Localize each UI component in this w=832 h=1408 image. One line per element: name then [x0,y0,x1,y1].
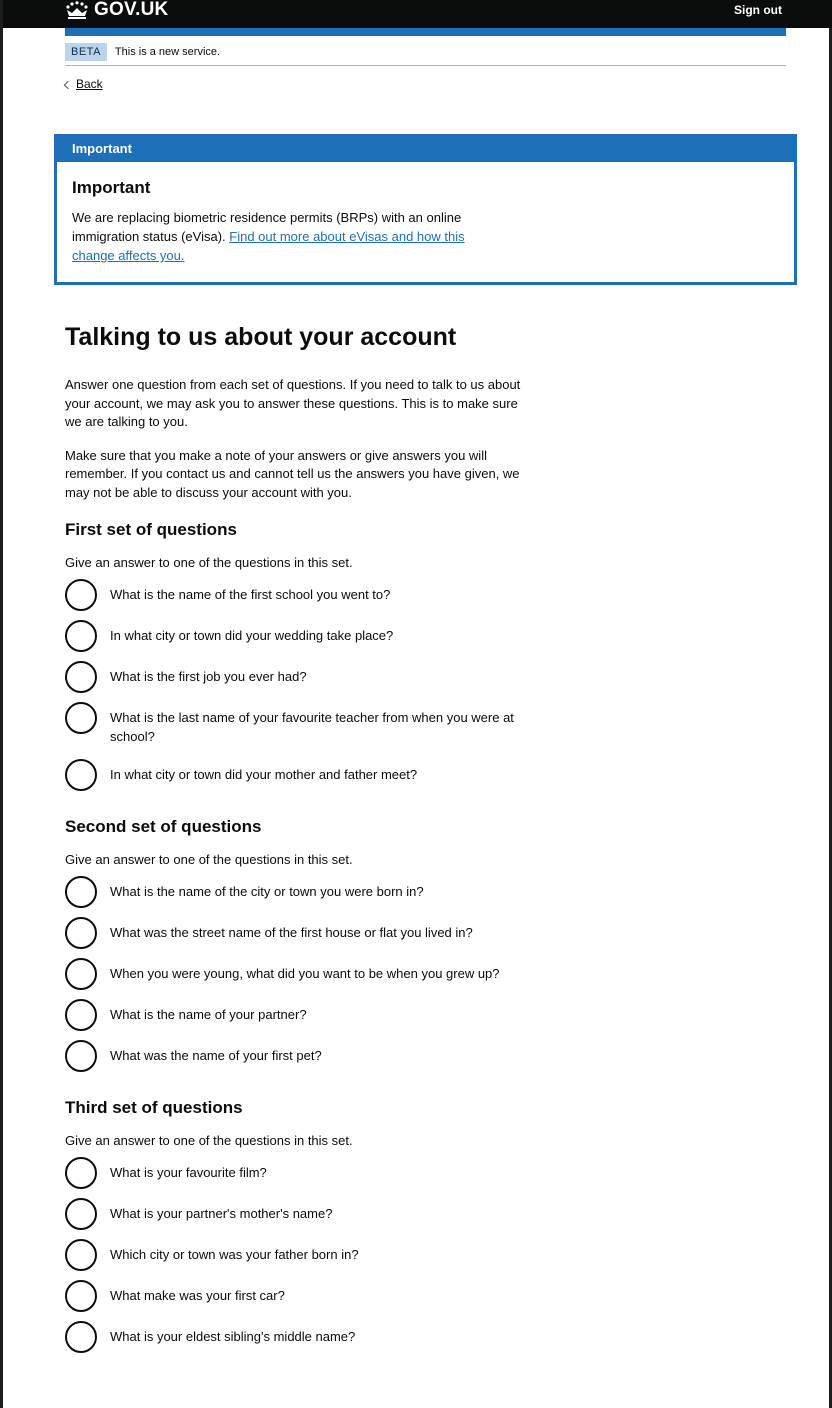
site-header [3,0,832,28]
sign-out-link[interactable]: Sign out [734,3,782,17]
radio-button[interactable] [65,958,97,990]
radio-label[interactable]: What is your favourite film? [110,1165,267,1180]
notification-text [72,208,502,265]
radio-button[interactable] [65,661,97,693]
back-link[interactable] [65,77,103,91]
radio-button[interactable] [65,1040,97,1072]
radio-option[interactable] [65,1321,535,1362]
radio-option[interactable] [65,702,535,759]
header-accent-bar [65,28,786,36]
radio-option[interactable] [65,876,535,917]
radio-label[interactable]: What is your partner's mother's name? [110,1206,333,1221]
radio-option[interactable] [65,1198,535,1239]
radio-option[interactable] [65,917,535,958]
question-set-3 [65,1098,535,1362]
notification-body [57,162,794,265]
intro-paragraph: Answer one question from each set of questions. If you need to talk to us about your account, we may ask you to answer these questions. This is to make sure we are talking to you. [65,377,521,429]
radio-option[interactable] [65,999,535,1040]
radio-button[interactable] [65,579,97,611]
radio-label[interactable]: What make was your first car? [110,1288,285,1303]
phase-banner [65,39,786,66]
radio-button[interactable] [65,1239,97,1271]
radio-label[interactable]: What was the street name of the first house or flat you lived in? [110,925,473,940]
main-content [65,320,535,1379]
govuk-logo[interactable] [65,0,168,21]
page-title: Talking to us about your account [65,323,457,351]
radio-option[interactable] [65,759,535,800]
radio-label[interactable]: What is the first job you ever had? [110,669,307,684]
radio-option[interactable] [65,958,535,999]
set-heading: Second set of questions [65,817,262,836]
radio-button[interactable] [65,1157,97,1189]
radio-button[interactable] [65,1321,97,1353]
radio-label[interactable]: When you were young, what did you want to be when you grew up? [110,966,500,981]
notification-banner [54,134,797,285]
crown-icon [65,1,89,19]
set-heading: First set of questions [65,520,237,539]
question-set-1 [65,520,535,800]
radio-label[interactable]: What is the name of the first school you went to? [110,587,391,602]
back-link-label: Back [76,77,103,91]
radio-label[interactable]: Which city or town was your father born in? [110,1247,359,1262]
radio-button[interactable] [65,917,97,949]
radio-label[interactable]: What is the name of the city or town you were born in? [110,884,424,899]
radio-label[interactable]: In what city or town did your wedding take place? [110,628,394,643]
radio-label[interactable]: What is the last name of your favourite teacher from when you were at school? [110,710,514,744]
question-set-2 [65,817,535,1081]
radio-button[interactable] [65,1198,97,1230]
radio-button[interactable] [65,1280,97,1312]
logo-text: GOV.UK [94,0,169,20]
radio-label[interactable]: In what city or town did your mother and father meet? [110,767,418,782]
radio-button[interactable] [65,876,97,908]
set-hint: Give an answer to one of the questions in this set. [65,1133,353,1148]
evisa-info-link[interactable]: Find out more about eVisas and how this change affects you. [72,229,465,263]
note-paragraph: Make sure that you make a note of your answers or give answers you will remember. If you contact us and cannot tell us the answers you have given, we may not be able to discuss your account with you. [65,447,520,500]
chevron-left-icon [64,80,72,88]
radio-button[interactable] [65,702,97,734]
radio-label[interactable]: What was the name of your first pet? [110,1048,322,1063]
radio-option[interactable] [65,1280,535,1321]
radio-option[interactable] [65,579,535,620]
radio-option[interactable] [65,1040,535,1081]
notification-header: Important [57,137,794,162]
radio-label[interactable]: What is your eldest sibling's middle name? [110,1329,356,1344]
notification-text-body: We are replacing biometric residence permits (BRPs) with an online immigration status (eVisa). [72,210,462,244]
set-hint: Give an answer to one of the questions in this set. [65,555,353,570]
notification-title: Important [72,178,151,197]
radio-option[interactable] [65,1157,535,1198]
radio-label[interactable]: What is the name of your partner? [110,1007,307,1022]
phase-banner-text: This is a new service. [114,46,221,58]
radio-button[interactable] [65,759,97,791]
set-heading: Third set of questions [65,1098,243,1117]
set-hint: Give an answer to one of the questions in this set. [65,852,353,867]
radio-option[interactable] [65,1239,535,1280]
radio-button[interactable] [65,999,97,1031]
radio-button[interactable] [65,620,97,652]
radio-option[interactable] [65,661,535,702]
beta-tag: BETA [65,43,107,61]
radio-option[interactable] [65,620,535,661]
